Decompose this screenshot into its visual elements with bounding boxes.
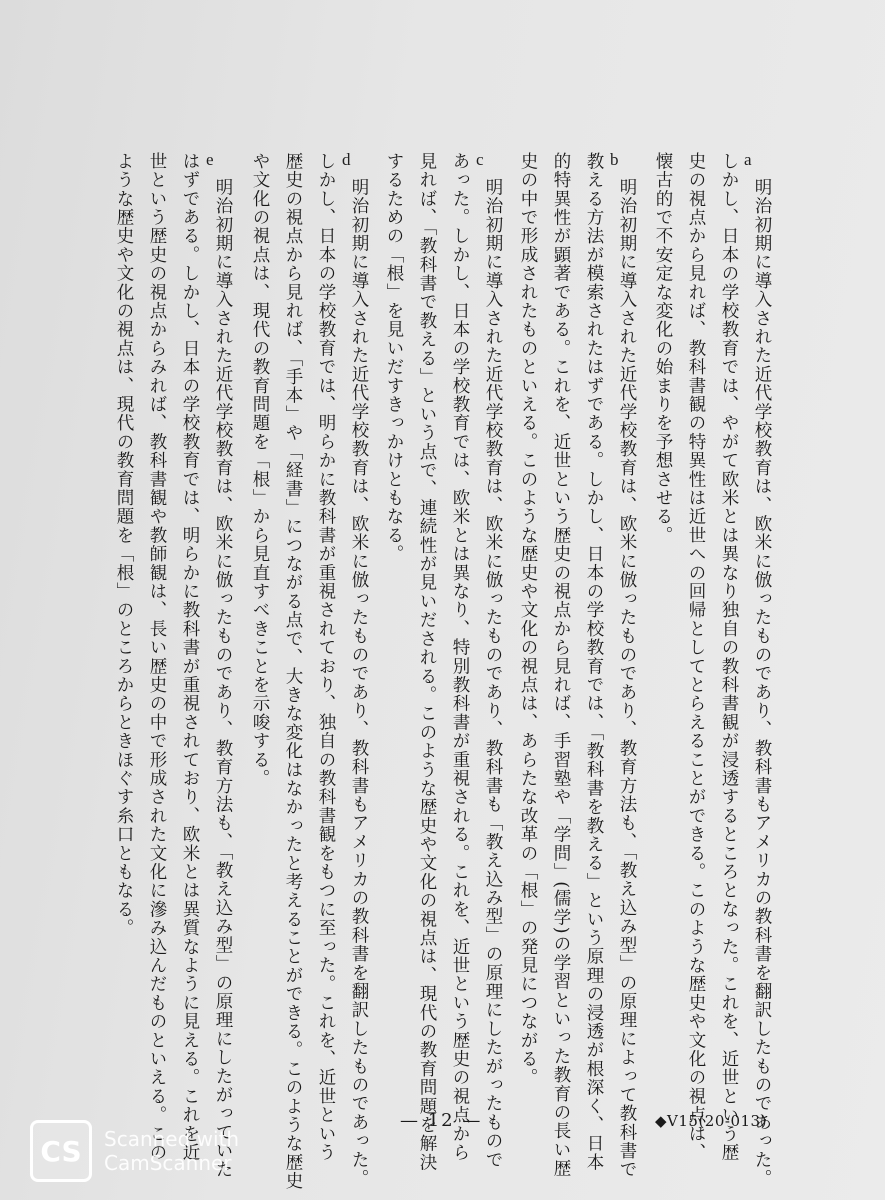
item-c-marker: c xyxy=(476,150,484,169)
watermark-text xyxy=(104,1127,239,1175)
item-a-marker: a xyxy=(744,150,752,169)
item-c-line-1: 明治初期に導入された近代学校教育は、欧米に倣ったものであり、教科書も「教え込み型」の原理にしたがったもので xyxy=(483,178,503,1170)
item-b-line-4: 史の中で形成されたものといえる。このような歴史や文化の視点は、あらたな改革の「根」の発見につながる。 xyxy=(518,152,538,1087)
item-e-line-2: はずである。しかし、日本の学校教育では、明らかに教科書が重視されており、欧米とは異質なように見える。これを近 xyxy=(180,152,200,1162)
item-a-line-1: 明治初期に導入された近代学校教育は、欧米に倣ったものであり、教科書もアメリカの教科書を翻訳したものであった。 xyxy=(752,178,772,1188)
item-b-line-3: 的特異性が顕著である。これを、近世という歴史の視点から見れば、手習塾や「学問」(儒学)の学習といった教育の長い歴 xyxy=(551,152,571,1178)
camscanner-watermark xyxy=(30,1120,239,1182)
item-c-line-4: するための「根」を見いだすきっかけともなる。 xyxy=(384,152,404,564)
item-e-marker: e xyxy=(206,150,214,169)
item-b-line-2: 教える方法が模索されたはずである。しかし、日本の学校教育では、「教科書を教える」という原理の浸透が根深く、日本 xyxy=(584,152,604,1172)
item-d-line-4: や文化の視点は、現代の教育問題を「根」から見直すべきことを示唆する。 xyxy=(250,152,270,788)
item-d-line-2: しかし、日本の学校教育では、明らかに教科書が重視されており、独自の教科書観をもつに至った。これを、近世という xyxy=(316,152,336,1162)
item-a-line-3: 史の視点から見れば、教科書観の特異性は近世への回帰としてとらえることができる。このような歴史や文化の視点は、 xyxy=(686,152,706,1162)
item-c-line-3: 見れば、「教科書で教える」という点で、連続性が見いだされる。このような歴史や文化の視点は、現代の教育問題を解決 xyxy=(417,152,437,1172)
watermark-line-1: Scanned with xyxy=(104,1127,240,1151)
item-a-line-2: しかし、日本の学校教育では、やがて欧米とは異なり独自の教科書観が浸透するところとなった。これを、近世という歴 xyxy=(719,152,739,1162)
camscanner-logo-icon: CS xyxy=(30,1120,92,1182)
item-b-line-1: 明治初期に導入された近代学校教育は、欧米に倣ったものであり、教育方法も、「教え込み型」の原理によって教科書で xyxy=(617,178,637,1180)
item-d-line-1: 明治初期に導入された近代学校教育は、欧米に倣ったものであり、教科書もアメリカの教科書を翻訳したものであった。 xyxy=(349,178,369,1188)
page-number: — 12 — xyxy=(400,1110,483,1131)
item-e-line-4: ような歴史や文化の視点は、現代の教育問題を「根」のところからときほぐす糸口ともなる。 xyxy=(114,152,134,938)
item-a-line-4: 懐古的で不安定な変化の始まりを予想させる。 xyxy=(653,152,673,545)
item-d-line-3: 歴史の視点から見れば、「手本」や「経書」につながる点で、大きな変化はなかったと考えることができる。このような歴史 xyxy=(283,152,303,1191)
item-e-line-1: 明治初期に導入された近代学校教育は、欧米に倣ったものであり、教育方法も、「教え込み型」の原理にしたがっていた xyxy=(213,178,233,1180)
item-e-line-3: 世という歴史の視点からみれば、教科書観や教師観は、長い歴史の中で形成された文化に滲み込んだものといえる。この xyxy=(147,152,167,1162)
item-d-marker: d xyxy=(342,150,351,169)
item-b-marker: b xyxy=(610,150,619,169)
watermark-line-2: CamScanner xyxy=(104,1151,232,1175)
item-c-line-2: あった。しかし、日本の学校教育では、欧米とは異なり、特別教科書が重視される。これを、近世という歴史の視点から xyxy=(450,152,470,1162)
document-code: ◆V15(20-013) xyxy=(655,1112,767,1130)
